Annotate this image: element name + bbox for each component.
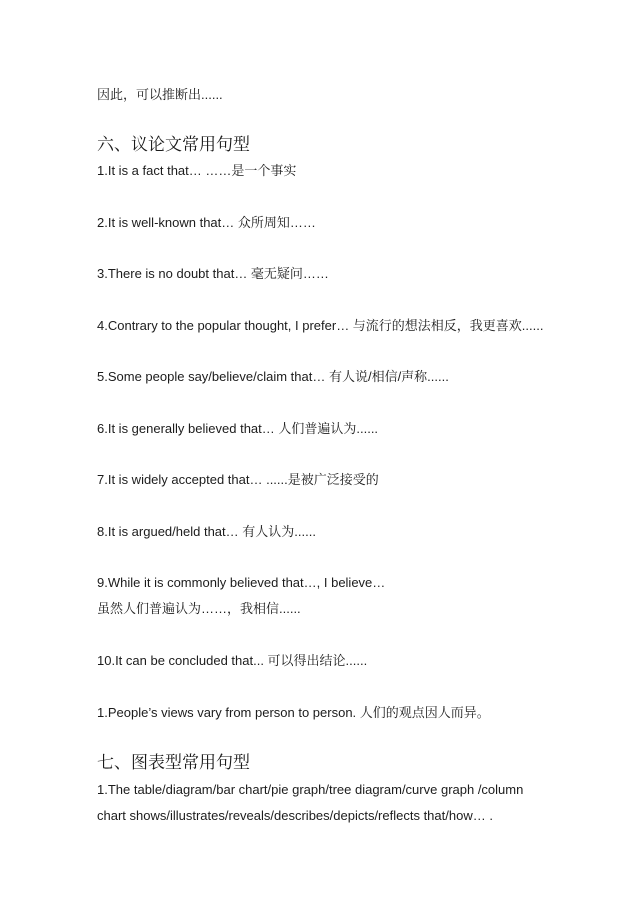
sentence-pattern-item: 6.It is generally believed that… 人们普遍认为...... [97,421,379,436]
sentence-pattern-item-translation: 虽然人们普遍认为……，我相信...... [97,601,301,616]
sentence-pattern-item-continuation: chart shows/illustrates/reveals/describes/depicts/reflects that/how… . [97,808,493,823]
sentence-pattern-item: 1.People’s views vary from person to person. 人们的观点因人而异。 [97,705,490,720]
intro-line: 因此，可以推断出...... [97,87,223,102]
sentence-pattern-item: 3.There is no doubt that… 毫无疑问…… [97,266,329,281]
sentence-pattern-item: 7.It is widely accepted that… ......是被广泛接受的 [97,472,379,487]
section-heading-argumentative: 六、议论文常用句型 [97,135,250,154]
sentence-pattern-item: 4.Contrary to the popular thought, I prefer… 与流行的想法相反，我更喜欢...... [97,318,544,333]
section-heading-chart: 七、图表型常用句型 [97,753,250,772]
sentence-pattern-item: 10.It can be concluded that... 可以得出结论...... [97,653,368,668]
sentence-pattern-item: 2.It is well-known that… 众所周知…… [97,215,316,230]
sentence-pattern-item: 8.It is argued/held that… 有人认为...... [97,524,316,539]
sentence-pattern-item: 9.While it is commonly believed that…, I believe… [97,575,386,590]
sentence-pattern-item: 1.The table/diagram/bar chart/pie graph/tree diagram/curve graph /column [97,782,524,797]
sentence-pattern-item: 1.It is a fact that… ……是一个事实 [97,163,297,178]
sentence-pattern-item: 5.Some people say/believe/claim that… 有人说/相信/声称...... [97,369,449,384]
